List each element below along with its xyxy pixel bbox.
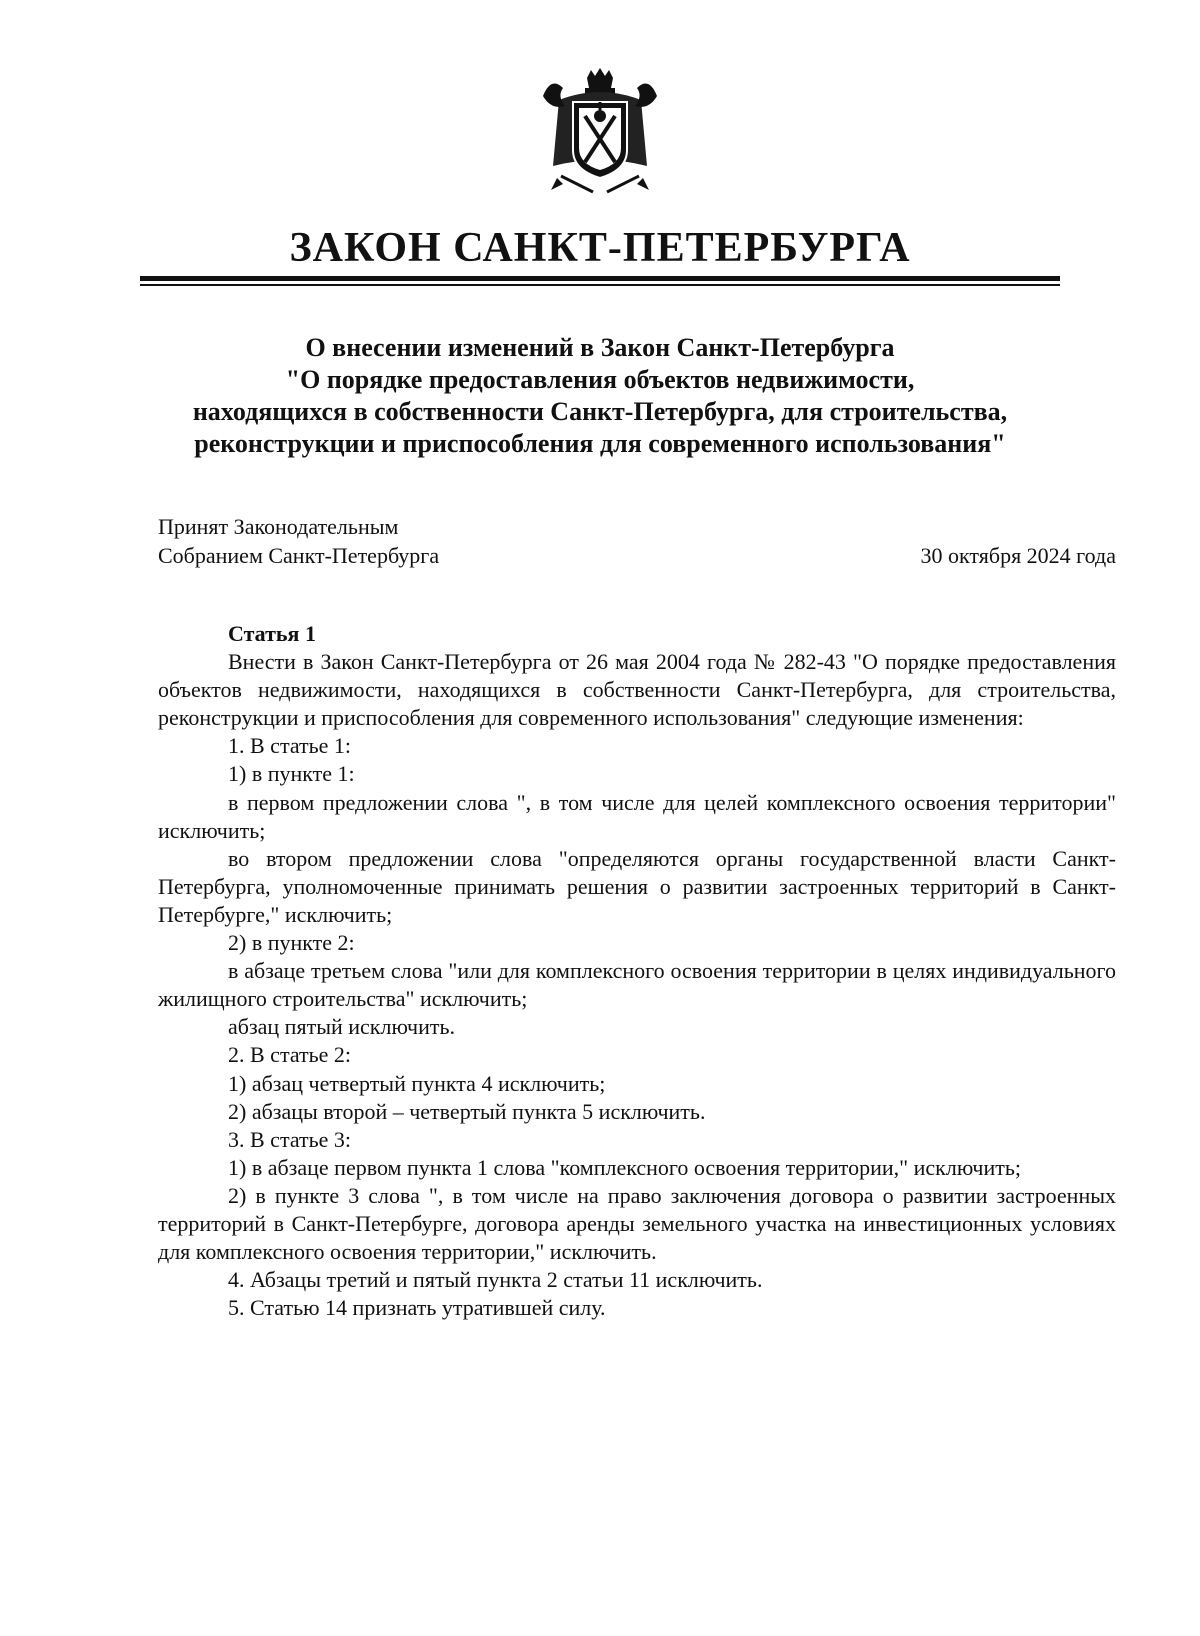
title-divider-thick xyxy=(140,276,1060,281)
saint-petersburg-coat-of-arms-icon xyxy=(537,66,663,200)
article-paragraph: абзац пятый исключить. xyxy=(228,1014,456,1040)
article-paragraph: в первом предложении слова ", в том числе для целей комплексного освоения территории" исключить; xyxy=(158,789,1116,843)
article-paragraph: в абзаце третьем слова "или для комплексного освоения территории в целях индивидуального жилищного строительства" исключить; xyxy=(158,958,1116,1012)
article-paragraph: 2. В статье 2: xyxy=(228,1042,352,1068)
article-paragraph: 2) в пункте 3 слова ", в том числе на право заключения договора о развитии застроенных территорий в Санкт-Петербурге, договора аренды земельного участка на инвестиционных условиях для комплексного освоения территории," исключить. xyxy=(158,1182,1116,1265)
article-paragraph: 3. В статье 3: xyxy=(228,1126,352,1152)
article-paragraph: 1) абзац четвертый пункта 4 исключить; xyxy=(228,1070,606,1096)
article-paragraph: во втором предложении слова "определяются органы государственной власти Санкт-Петербурга, уполномоченные принимать решения о развитии застроенных территорий в Санкт-Петербурге," исключить; xyxy=(158,845,1116,927)
subtitle-line: О внесении изменений в Закон Санкт-Петербурга xyxy=(305,333,895,362)
article-paragraph: 4. Абзацы третий и пятый пункта 2 статьи 11 исключить. xyxy=(228,1267,763,1293)
subtitle-line: "О порядке предоставления объектов недвижимости, xyxy=(285,365,915,394)
article-paragraph: 1) в пункте 1: xyxy=(228,761,355,787)
article-paragraph: 2) в пункте 2: xyxy=(228,930,355,956)
subtitle-line: находящихся в собственности Санкт-Петербурга, для строительства, xyxy=(192,397,1008,426)
adoption-line: Принят Законодательным xyxy=(158,514,399,539)
title-divider-thin xyxy=(140,284,1060,286)
adoption-date: 30 октября 2024 года xyxy=(920,543,1116,568)
adoption-line: Собранием Санкт-Петербурга xyxy=(158,543,440,568)
article-paragraph: 1. В статье 1: xyxy=(228,733,352,759)
law-subtitle xyxy=(140,332,1060,460)
article-heading: Статья 1 xyxy=(228,621,316,646)
document-title: ЗАКОН САНКТ-ПЕТЕРБУРГА xyxy=(289,225,911,271)
article-paragraph: 2) абзацы второй – четвертый пункта 5 исключить. xyxy=(228,1098,706,1124)
article-paragraph: 1) в абзаце первом пункта 1 слова "комплексного освоения территории," исключить; xyxy=(228,1154,1022,1180)
subtitle-line: реконструкции и приспособления для современного использования" xyxy=(194,429,1006,458)
article-body xyxy=(158,620,1116,1322)
article-paragraph: 5. Статью 14 признать утратившей силу. xyxy=(228,1295,606,1321)
adoption-statement xyxy=(158,512,439,570)
article-paragraph: Внести в Закон Санкт-Петербурга от 26 мая 2004 года № 282-43 "О порядке предоставления объектов недвижимости, находящихся в собственности Санкт-Петербурга, для строительства, реконструкции и приспособления для современного использования" следующие изменения: xyxy=(158,649,1116,731)
